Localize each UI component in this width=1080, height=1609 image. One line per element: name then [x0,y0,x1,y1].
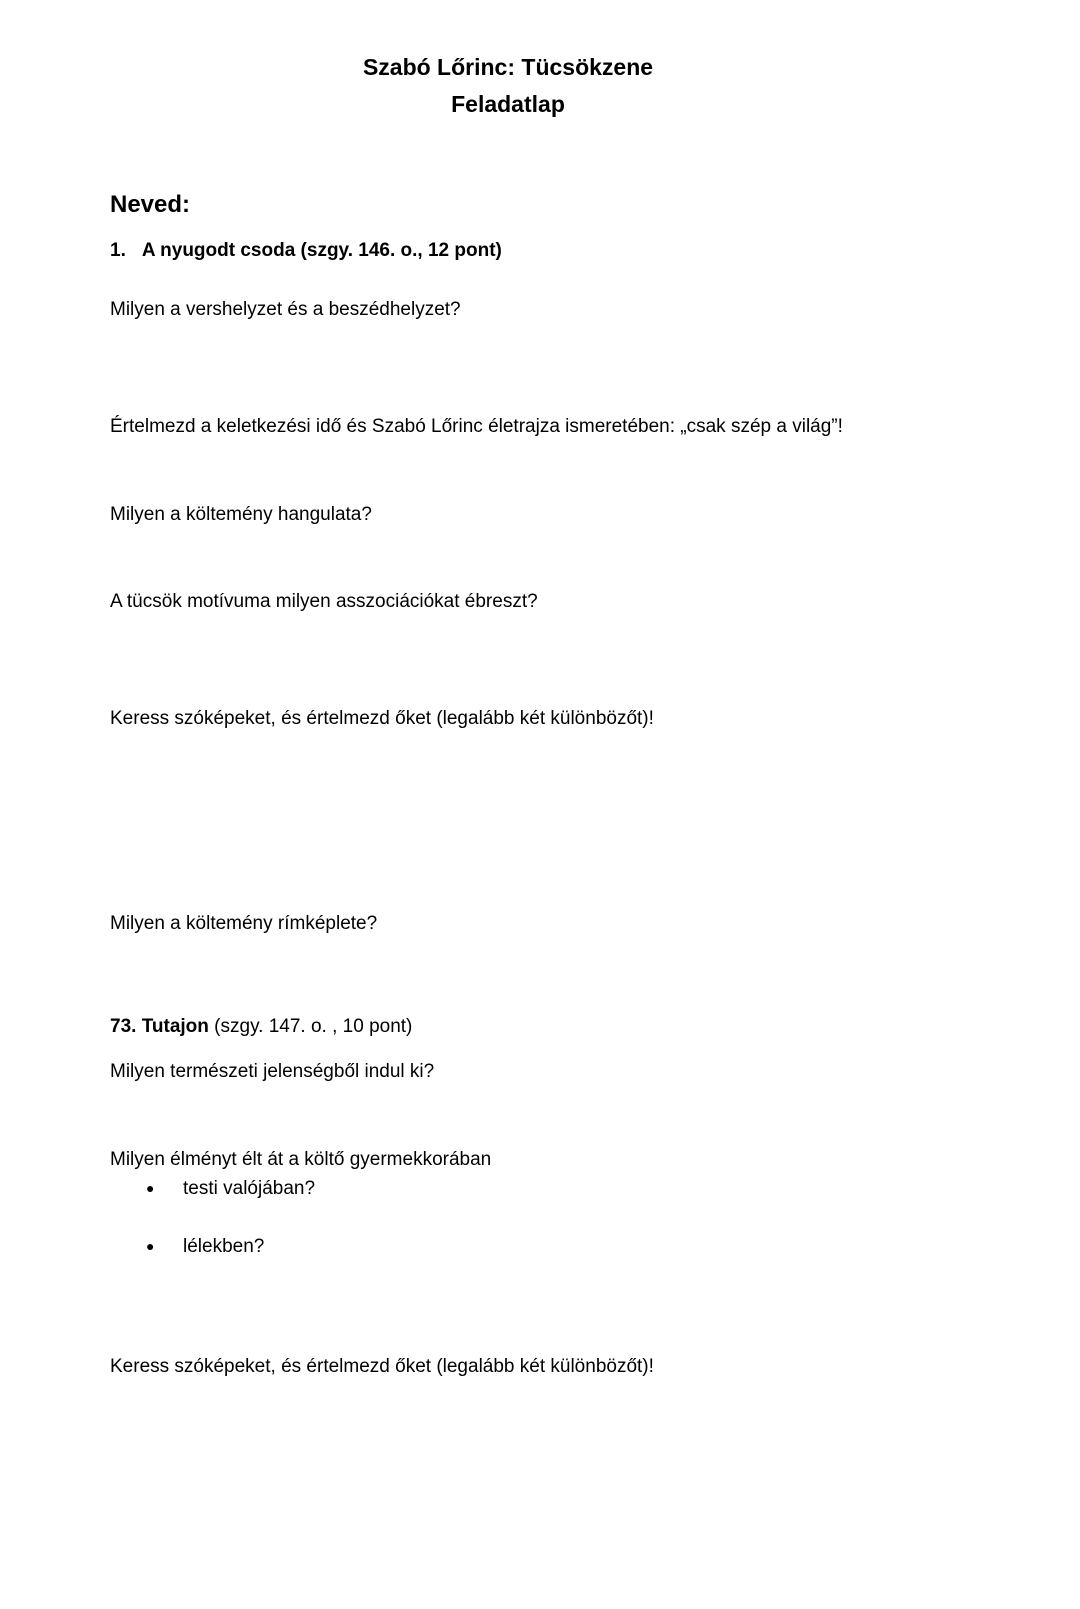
name-label: Neved: [110,191,191,218]
document-title: Szabó Lőrinc: Tücsökzene [362,54,654,80]
bullet-icon: ● [146,1180,155,1196]
question: Milyen természeti jelenségből indul ki? [110,1061,435,1082]
section1-number: 1. [110,240,126,261]
bullet-item: lélekben? [183,1236,265,1257]
question: Milyen élményt élt át a költő gyermekkorában [110,1149,492,1170]
section1-title: A nyugodt csoda (szgy. 146. o., 12 pont) [141,240,502,261]
question: Milyen a költemény rímképlete? [110,913,378,934]
section2-info: (szgy. 147. o. , 10 pont) [208,1016,413,1037]
document-subtitle: Feladatlap [451,91,565,117]
bullet-item: testi valójában? [183,1178,316,1199]
section2-title: 73. Tutajon [110,1016,209,1037]
question: Keress szóképeket, és értelmezd őket (legalább két különbözőt)! [110,1356,654,1377]
question: Értelmezd a keletkezési idő és Szabó Lőrinc életrajza ismeretében: „csak szép a világ”! [110,416,843,437]
bullet-icon: ● [146,1238,155,1254]
question: Milyen a költemény hangulata? [110,504,372,525]
question: A tücsök motívuma milyen asszociációkat ébreszt? [110,591,538,612]
section1-heading [110,239,502,263]
section2-heading [110,1015,412,1039]
question: Keress szóképeket, és értelmezd őket (legalább két különbözőt)! [110,708,654,729]
question: Milyen a vershelyzet és a beszédhelyzet? [110,299,461,320]
